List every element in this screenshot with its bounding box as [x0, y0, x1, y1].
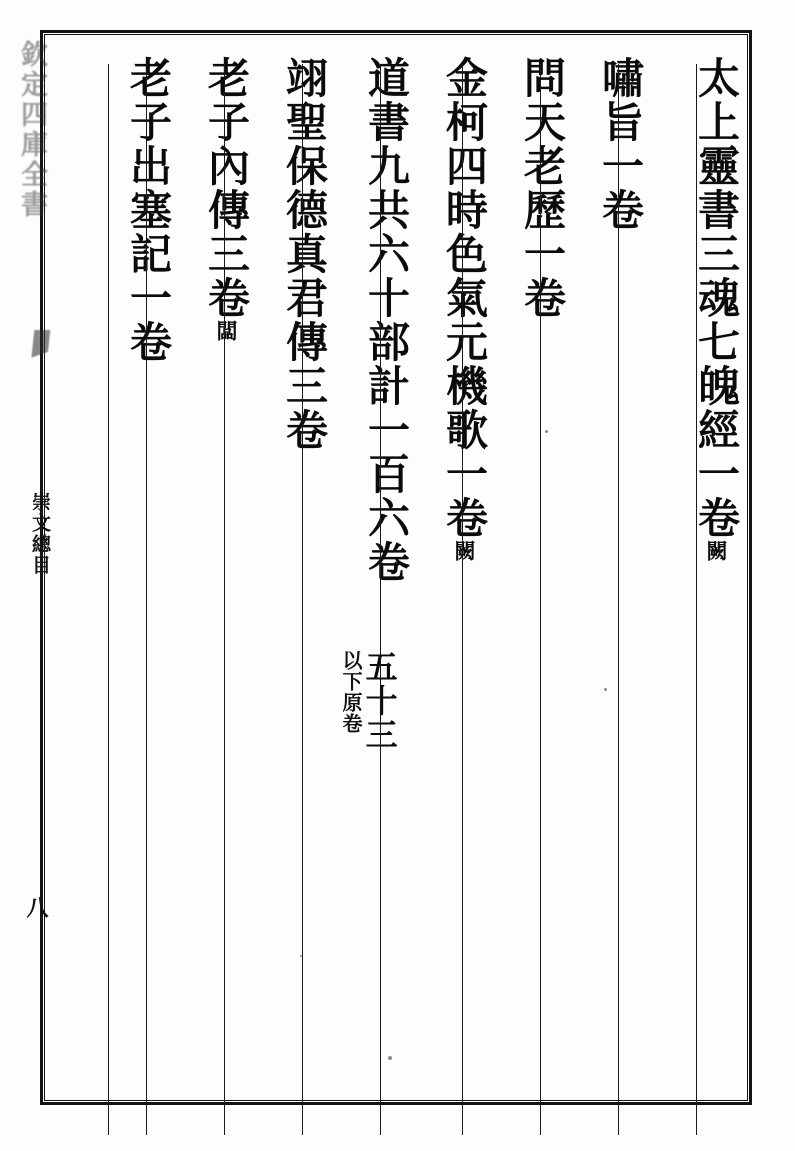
column-title: 嘯旨一卷 [596, 56, 645, 232]
spine-title: 崇文總目 [29, 492, 51, 576]
text-column [650, 32, 746, 1103]
text-column [416, 32, 494, 1103]
paper-speck [388, 1056, 392, 1060]
paper-speck [545, 430, 548, 433]
text-column [494, 32, 572, 1103]
column-title: 太上靈書三魂七魄經一卷闕 [692, 56, 741, 562]
column-rule [540, 64, 541, 1135]
text-column [100, 32, 178, 1103]
column-inline-note-small: 以下原卷 [339, 650, 363, 734]
text-column [256, 32, 334, 1103]
column-title: 問天老歷一卷 [518, 56, 567, 320]
column-title: 道書九共六十部計一百六卷 [362, 56, 411, 584]
text-column [334, 32, 416, 1103]
column-note: 闕 [452, 540, 477, 562]
column-title: 金柯四時色氣元機歌一卷闕 [440, 56, 489, 562]
column-rule [696, 64, 697, 1135]
column-rule [380, 64, 381, 1135]
text-columns [46, 32, 746, 1103]
text-column [572, 32, 650, 1103]
paper-speck [604, 688, 607, 691]
paper-speck [300, 955, 302, 957]
library-seal-stamp: 欽定四庫全書 [16, 40, 47, 220]
column-rule [462, 64, 463, 1135]
column-rule [108, 64, 109, 1135]
folio-number: 八 [23, 896, 49, 919]
column-note: 闕 [704, 540, 729, 562]
column-note: 闆 [214, 320, 239, 342]
page-margin [0, 0, 51, 1151]
column-rule [302, 64, 303, 1135]
column-title: 老子內傳三卷闆 [202, 56, 251, 342]
column-title: 老子出塞記一卷 [124, 56, 173, 364]
text-column [178, 32, 256, 1103]
column-rule [224, 64, 225, 1135]
column-title: 翊聖保德真君傳三卷 [280, 56, 329, 452]
column-rule [146, 64, 147, 1135]
column-rule [618, 64, 619, 1135]
column-inline-note-mid: 五十三 [360, 650, 399, 752]
